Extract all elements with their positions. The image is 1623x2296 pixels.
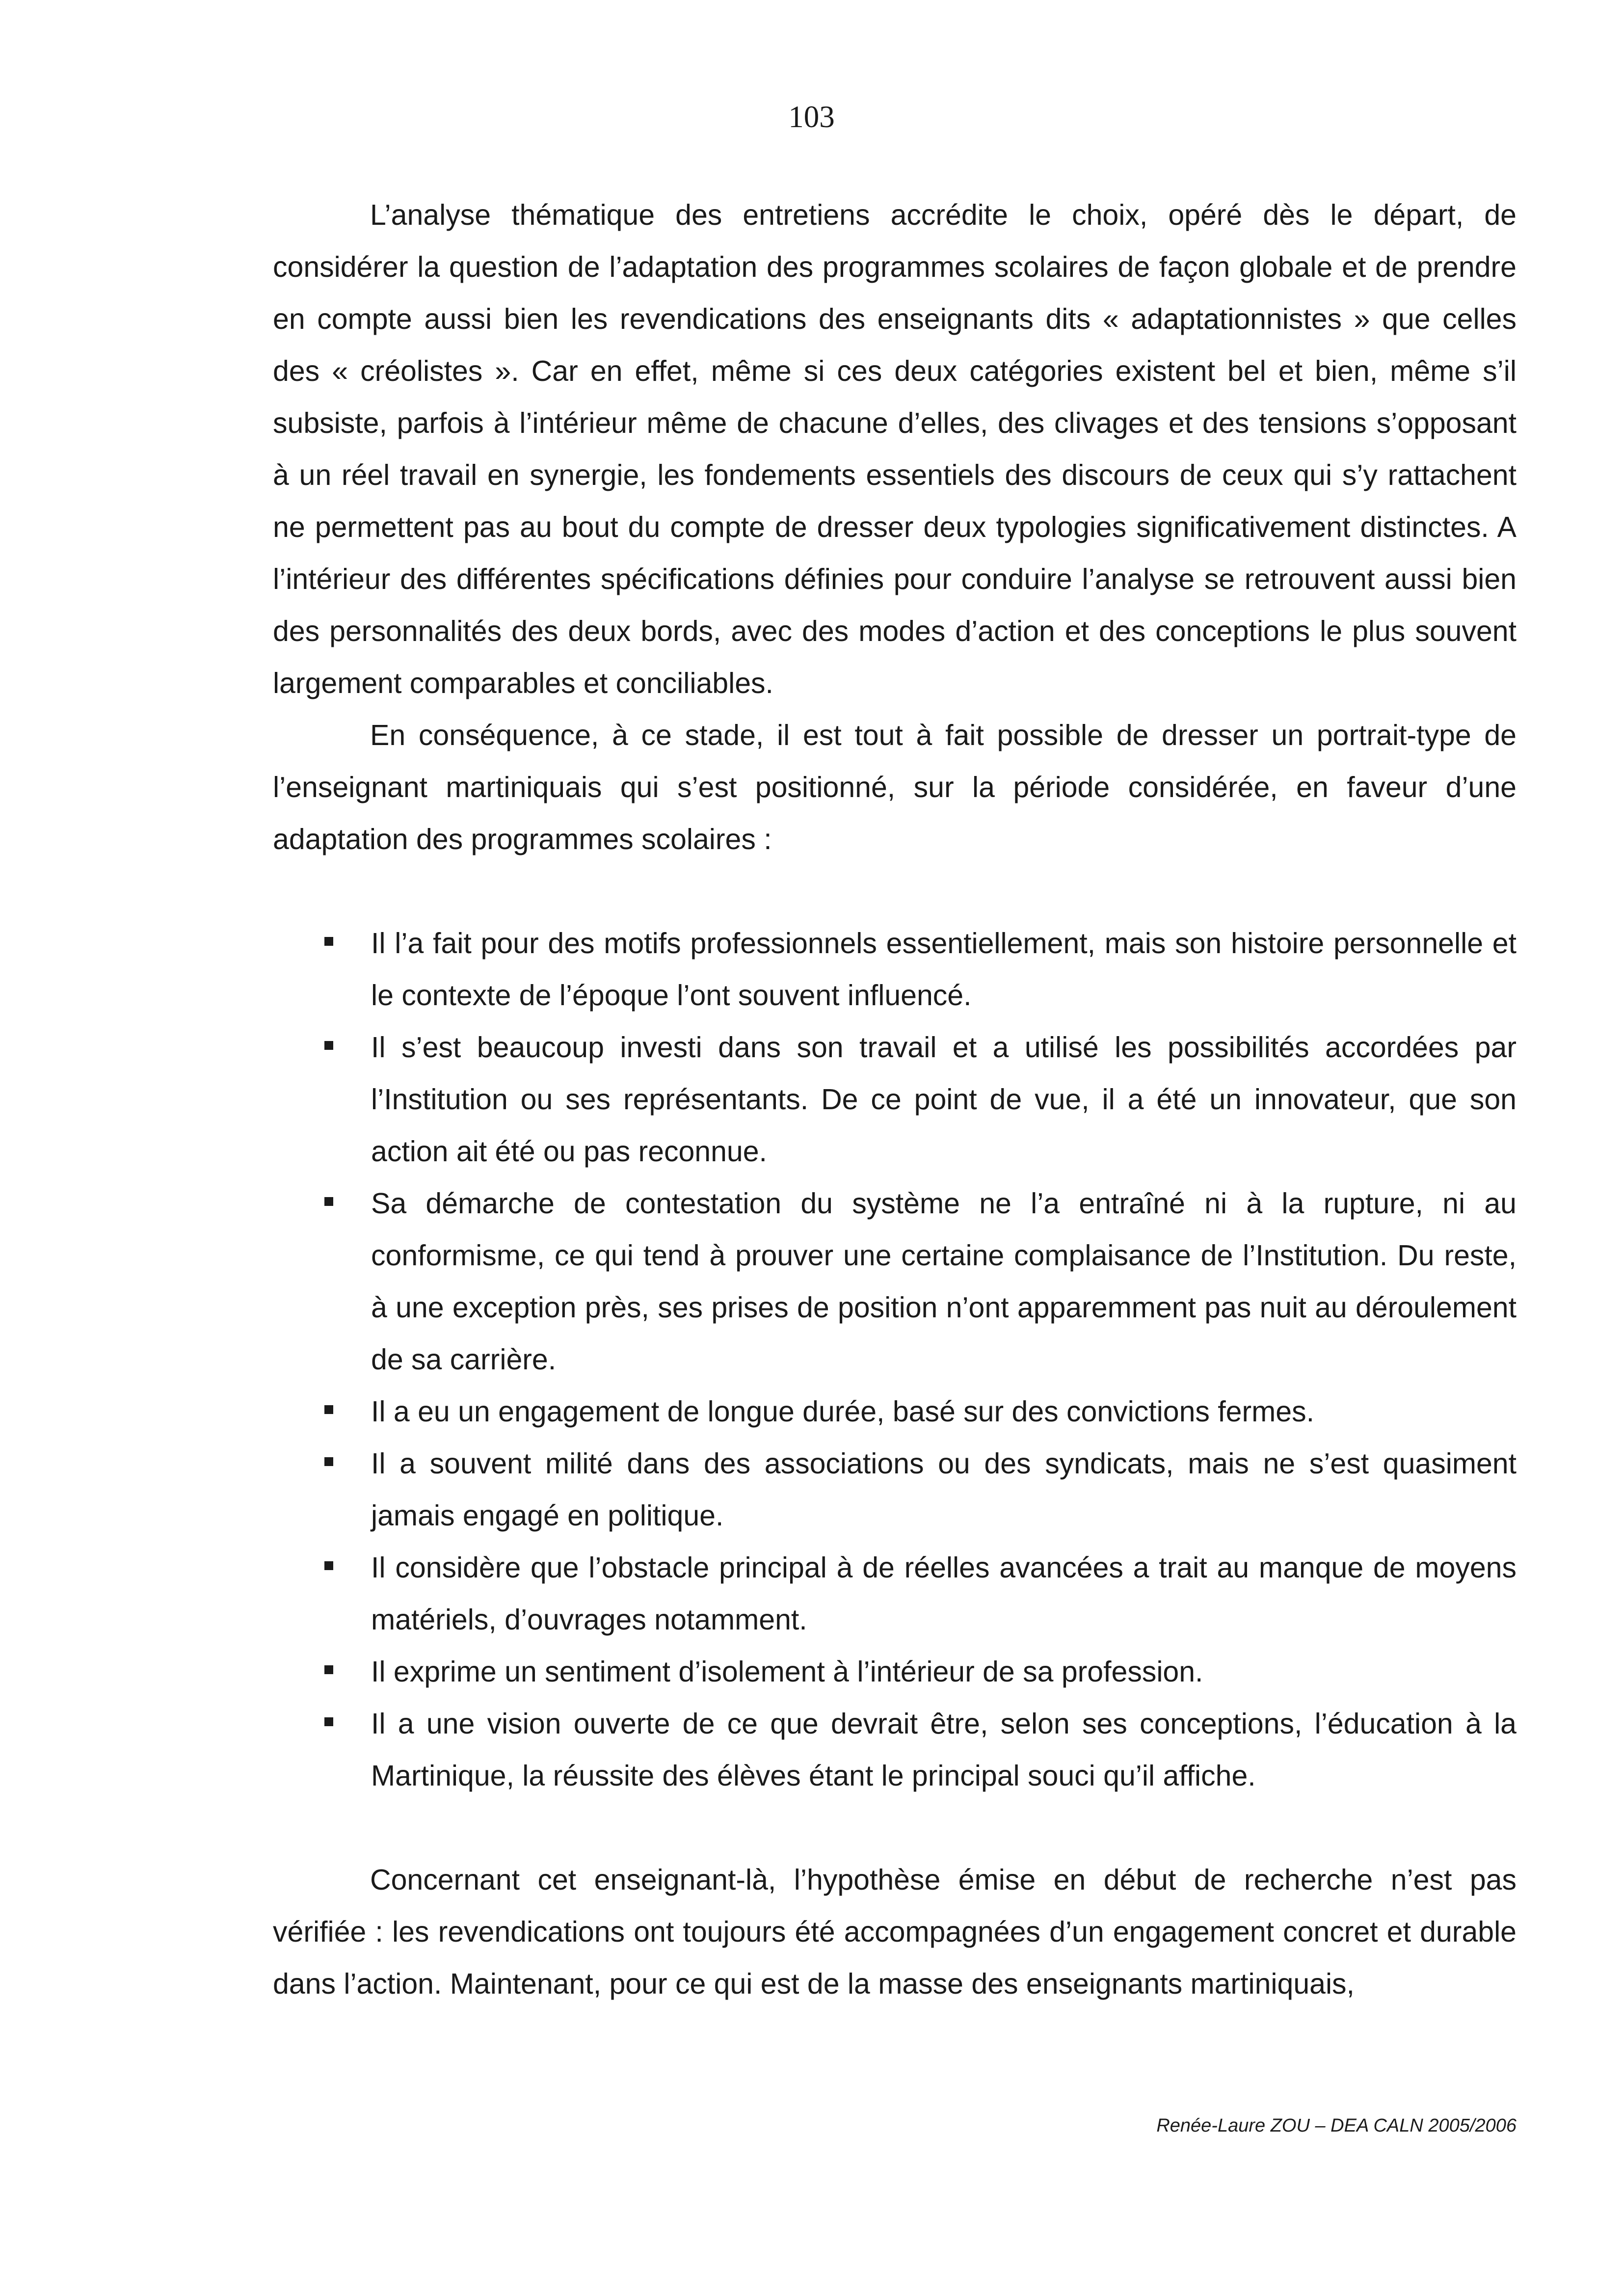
bullet-text: Il l’a fait pour des motifs professionnels essentiellement, mais son histoire personnelle et le contexte de l’époque l’ont souvent influencé. — [371, 927, 1517, 1012]
square-bullet-icon — [324, 1665, 333, 1674]
bullet-text: Il a eu un engagement de longue durée, basé sur des convictions fermes. — [371, 1395, 1314, 1428]
bullet-item — [273, 1646, 1517, 1698]
square-bullet-icon — [324, 1405, 333, 1414]
square-bullet-icon — [324, 1457, 333, 1466]
bullet-text: Il exprime un sentiment d’isolement à l’intérieur de sa profession. — [371, 1655, 1203, 1688]
square-bullet-icon — [324, 1197, 333, 1206]
paragraph: En conséquence, à ce stade, il est tout à fait possible de dresser un portrait-type de l’enseignant martiniquais qui s’est positionné, sur la période considérée, en faveur d’une adaptation des programmes scolaires : — [273, 719, 1517, 855]
bullet-item — [273, 1438, 1517, 1542]
square-bullet-icon — [324, 1717, 333, 1726]
paragraph: Concernant cet enseignant-là, l’hypothèse émise en début de recherche n’est pas vérifiée : les revendications ont toujours été accompagnées d’un engagement concret et durable dans l’action. Maintenant, pour ce qui est de la masse des enseignants martiniquais, — [273, 1864, 1517, 2000]
page-footer: Renée-Laure ZOU – DEA CALN 2005/2006 — [1156, 2115, 1517, 2136]
bullet-text: Sa démarche de contestation du système ne l’a entraîné ni à la rupture, ni au conformisme, ce qui tend à prouver une certaine complaisance de l’Institution. Du reste, à une exception près, ses prises de position n’ont apparemment pas nuit au déroulement de sa carrière. — [371, 1187, 1517, 1376]
bullet-item — [273, 1021, 1517, 1177]
page-number: 103 — [788, 100, 835, 134]
bullet-text: Il a une vision ouverte de ce que devrait être, selon ses conceptions, l’éducation à la Martinique, la réussite des élèves étant le principal souci qu’il affiche. — [371, 1708, 1517, 1792]
bullet-text: Il considère que l’obstacle principal à de réelles avancées a trait au manque de moyens matériels, d’ouvrages notamment. — [371, 1551, 1517, 1636]
square-bullet-icon — [324, 1561, 333, 1570]
bullet-item — [273, 1542, 1517, 1646]
paragraph: L’analyse thématique des entretiens accrédite le choix, opéré dès le départ, de considérer la question de l’adaptation des programmes scolaires de façon globale et de prendre en compte aussi bien les revendications des enseignants dits « adaptationnistes » que celles des « créolistes ». Car en effet, même si ces deux catégories existent bel et bien, même s’il subsiste, parfois à l’intérieur même de chacune d’elles, des clivages et des tensions s’opposant à un réel travail en synergie, les fondements essentiels des discours de ceux qui s’y rattachent ne permettent pas au bout du compte de dresser deux typologies significativement distinctes. A l’intérieur des différentes spécifications définies pour conduire l’analyse se retrouvent aussi bien des personnalités des deux bords, avec des modes d’action et des conceptions le plus souvent largement comparables et conciliables. — [273, 199, 1517, 699]
bullet-item — [273, 917, 1517, 1021]
square-bullet-icon — [324, 1041, 333, 1050]
square-bullet-icon — [324, 937, 333, 946]
bullet-item — [273, 1698, 1517, 1802]
page-body — [273, 189, 1517, 2010]
bullet-list — [273, 917, 1517, 1802]
bullet-item — [273, 1177, 1517, 1386]
bullet-item — [273, 1386, 1517, 1438]
bullet-text: Il a souvent milité dans des associations ou des syndicats, mais ne s’est quasiment jamais engagé en politique. — [371, 1447, 1517, 1532]
bullet-text: Il s’est beaucoup investi dans son travail et a utilisé les possibilités accordées par l’Institution ou ses représentants. De ce point de vue, il a été un innovateur, que son action ait été ou pas reconnue. — [371, 1031, 1517, 1168]
